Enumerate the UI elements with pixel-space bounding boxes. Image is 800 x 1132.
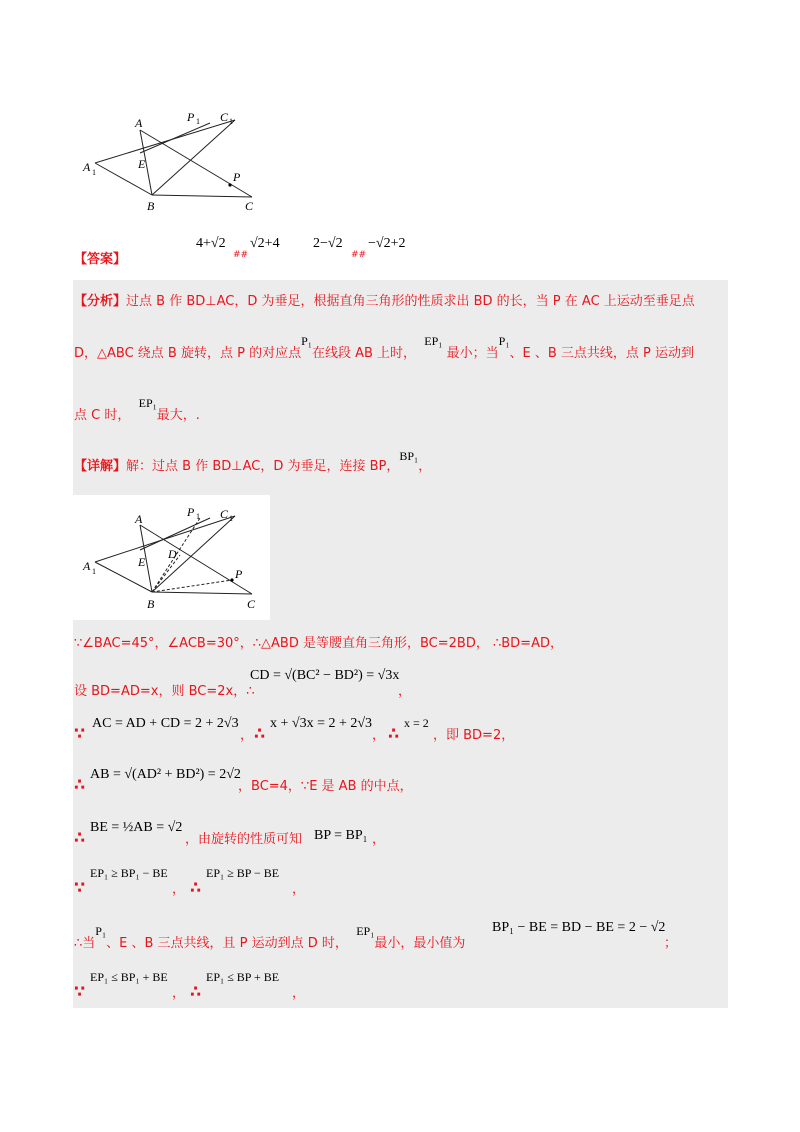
label-C1: C bbox=[220, 110, 229, 124]
analysis-line-1: 【分析】过点 B 作 BD⊥AC，D 为垂足，根据直角三角形的性质求出 BD 的长，当 P 在 AC 上运动至垂足点 bbox=[74, 294, 695, 309]
step-2-formula: CD = √(BC² − BD²) = √3x bbox=[250, 668, 400, 683]
svg-text:1: 1 bbox=[229, 117, 233, 126]
label-E: E bbox=[138, 157, 146, 171]
step-7-formula: BP₁ − BE = BD − BE = 2 − √2 bbox=[492, 920, 666, 935]
fig2-label-A: A bbox=[135, 512, 143, 526]
svg-text:1: 1 bbox=[92, 168, 96, 177]
detail-line-1: 【详解】解：过点 B 作 BD⊥AC，D 为垂足，连接 BP，BP₁， bbox=[74, 449, 432, 474]
step-3-formula-2: x + √3x = 2 + 2√3 bbox=[270, 716, 373, 731]
analysis-label: 【分析】 bbox=[74, 294, 127, 309]
step-6-formula-1: EP₁ ≥ BP₁ − BE bbox=[90, 866, 168, 880]
step-7: ∴当P₁、E 、B 三点共线，且 P 运动到点 D 时， EP₁最小，最小值为 bbox=[74, 924, 466, 951]
step-2: 设 BD=AD=x，则 BC=2x，∴ bbox=[74, 684, 255, 699]
fig2-label-D: D bbox=[168, 547, 177, 561]
fig2-label-A1: A bbox=[83, 559, 91, 573]
label-A1: A bbox=[83, 160, 91, 174]
step-3-formula-3: x = 2 bbox=[404, 716, 429, 730]
fig2-label-P1: P bbox=[187, 505, 195, 519]
answer-value-2: √2+4 bbox=[250, 236, 280, 251]
fig2-label-P: P bbox=[235, 567, 243, 581]
fig2-label-E: E bbox=[138, 555, 146, 569]
step-5-formula: BE = ½AB = √2 bbox=[90, 820, 183, 835]
analysis-line-3: 点 C 时， EP₁最大，. bbox=[74, 396, 200, 423]
answer-separator-2: ## bbox=[351, 250, 367, 260]
svg-text:1: 1 bbox=[196, 512, 200, 521]
svg-text:1: 1 bbox=[229, 514, 233, 523]
label-P1: P bbox=[187, 110, 195, 124]
fig2-label-B: B bbox=[147, 597, 155, 611]
svg-text:1: 1 bbox=[196, 117, 200, 126]
step-4-formula: AB = √(AD² + BD²) = 2√2 bbox=[90, 767, 241, 782]
label-P: P bbox=[233, 170, 241, 184]
svg-text:1: 1 bbox=[92, 567, 96, 576]
step-3-formula-1: AC = AD + CD = 2 + 2√3 bbox=[92, 716, 239, 731]
fig2-label-C1: C bbox=[220, 507, 229, 521]
answer-label: 【答案】 bbox=[74, 252, 127, 267]
geometry-figure-2 bbox=[80, 500, 270, 615]
analysis-line-2: D，△ABC 绕点 B 旋转，点 P 的对应点P₁在线段 AB 上时， EP₁ 最小；当P₁、E 、B 三点共线，点 P 运动到 bbox=[74, 334, 695, 361]
label-B: B bbox=[147, 199, 155, 213]
answer-value-1: 4+√2 bbox=[196, 236, 226, 251]
step-1: ∵∠BAC=45°，∠ACB=30°，∴△ABD 是等腰直角三角形，BC=2BD， ∴BD=AD， bbox=[74, 636, 563, 651]
answer-separator-1: ## bbox=[233, 250, 249, 260]
answer-value-3: 2−√2 bbox=[313, 236, 343, 251]
answer-value-4: −√2+2 bbox=[368, 236, 406, 251]
step-8-formula-2: EP₁ ≤ BP + BE bbox=[206, 970, 280, 984]
detail-label: 【详解】 bbox=[74, 459, 127, 474]
geometry-figure-1 bbox=[80, 105, 270, 215]
label-A: A bbox=[135, 116, 143, 130]
step-8-formula-1: EP₁ ≤ BP₁ + BE bbox=[90, 970, 168, 984]
fig2-label-C: C bbox=[247, 597, 256, 611]
step-5-formula-2: BP = BP₁ bbox=[314, 828, 368, 843]
label-C: C bbox=[245, 199, 254, 213]
step-6-formula-2: EP₁ ≥ BP − BE bbox=[206, 866, 280, 880]
